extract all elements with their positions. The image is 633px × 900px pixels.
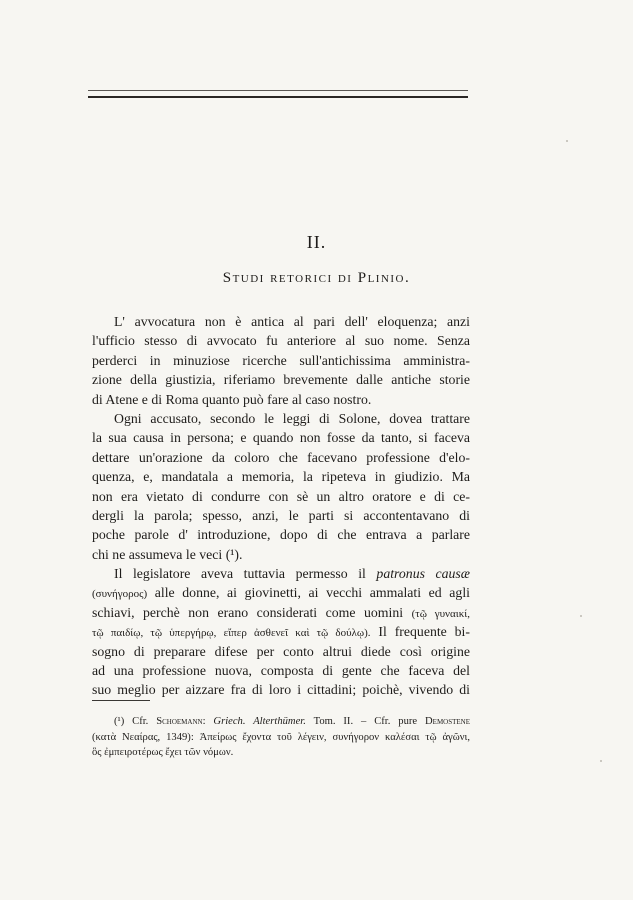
text-segment: alle donne, ai giovinetti, ai vecchi ammalati ed agli bbox=[154, 585, 470, 601]
chapter-title: Studi retorici di Plinio. bbox=[222, 270, 411, 286]
text-line: l'ufficio stesso di avvocato fu anteriore al suo nome. Senza bbox=[92, 333, 470, 349]
text-line: la sua causa in persona; e quando non fosse da tanto, si faceva bbox=[92, 430, 470, 446]
text-line: chi ne assumeva le veci (¹). bbox=[92, 546, 243, 562]
greek-term: (συνήγορος) bbox=[92, 588, 148, 601]
text-line: poche parole d' introduzione, dopo di che entrava a parlare bbox=[92, 527, 470, 543]
text-line: Ogni accusato, secondo le leggi di Solone, dovea trattare bbox=[114, 410, 470, 426]
text-line: sogno di preparare difese per conto altrui diede così origine bbox=[92, 643, 470, 659]
text-line: perderci in minuziose ricerche sull'antichissima amministra- bbox=[92, 352, 470, 368]
paper-speck bbox=[566, 140, 568, 142]
text-segment: schiavi, perchè non erano considerati come uomini bbox=[92, 604, 404, 620]
footnote-line: (κατὰ Νεαίρας, 1349): Ἀπείρως ἔχοντα τοῦ λέγειν, συνήγορον καλέσαι τῷ ἀγῶνι, bbox=[92, 731, 470, 743]
chapter-number: II. bbox=[306, 232, 327, 252]
text-line: suo meglio per aizzare fra di loro i cittadini; poichè, vivendo di bbox=[92, 682, 470, 698]
italic-term: patronus causæ bbox=[376, 566, 470, 582]
work-title: Griech. Alterthümer. bbox=[213, 716, 306, 727]
greek-term: (τῷ γυναικί, bbox=[411, 607, 470, 620]
header-rule-thick bbox=[88, 96, 468, 98]
text-line: dettare un'orazione da coloro che facevano professione d'elo- bbox=[92, 449, 470, 465]
footnote-mark: (¹) bbox=[114, 716, 125, 727]
footnote-line bbox=[92, 714, 470, 730]
text-line bbox=[92, 583, 470, 602]
footnote-rule bbox=[92, 700, 150, 701]
text-segment: Tom. II. – Cfr. pure bbox=[313, 716, 418, 727]
author-name: Demostene bbox=[425, 716, 470, 727]
text-line bbox=[92, 603, 470, 622]
footnote-line: ὃς ἐμπειροτέρως ἔχει τῶν νόμων. bbox=[92, 747, 234, 758]
paper-speck bbox=[600, 760, 602, 762]
author-name: Schoemann: bbox=[156, 716, 206, 727]
header-rule-thin bbox=[88, 90, 468, 91]
text-line: dergli la parola; spesso, anzi, le parti si accontentavano di bbox=[92, 507, 470, 523]
text-line: di Atene e di Roma quanto può fare al caso nostro. bbox=[92, 391, 372, 407]
footnotes bbox=[92, 714, 470, 761]
greek-term: τῷ παιδίῳ, τῷ ὑπεργήρῳ, εἴπερ ἀσθενεῖ καὶ τῷ δούλῳ). bbox=[92, 627, 371, 640]
text-line bbox=[92, 622, 470, 641]
text-line: ad una professione nuova, composta di gente che faceva del bbox=[92, 663, 470, 679]
text-line: non era vietato di condurre con sè un altro oratore e di ce- bbox=[92, 488, 470, 504]
text-line bbox=[92, 564, 470, 583]
text-line: L' avvocatura non è antica al pari dell' eloquenza; anzi bbox=[114, 314, 470, 329]
text-line: zione della giustizia, riferiamo brevemente dalle antiche storie bbox=[92, 372, 470, 388]
text-segment: Il frequente bi- bbox=[378, 624, 470, 640]
text-line: quenza, e, mandatala a memoria, la ripeteva in giudizio. Ma bbox=[92, 469, 470, 485]
text-segment: Il legislatore aveva tuttavia permesso il bbox=[114, 566, 366, 582]
paper-speck bbox=[580, 615, 582, 617]
body-text bbox=[92, 312, 470, 700]
text-segment: Cfr. bbox=[132, 716, 149, 727]
